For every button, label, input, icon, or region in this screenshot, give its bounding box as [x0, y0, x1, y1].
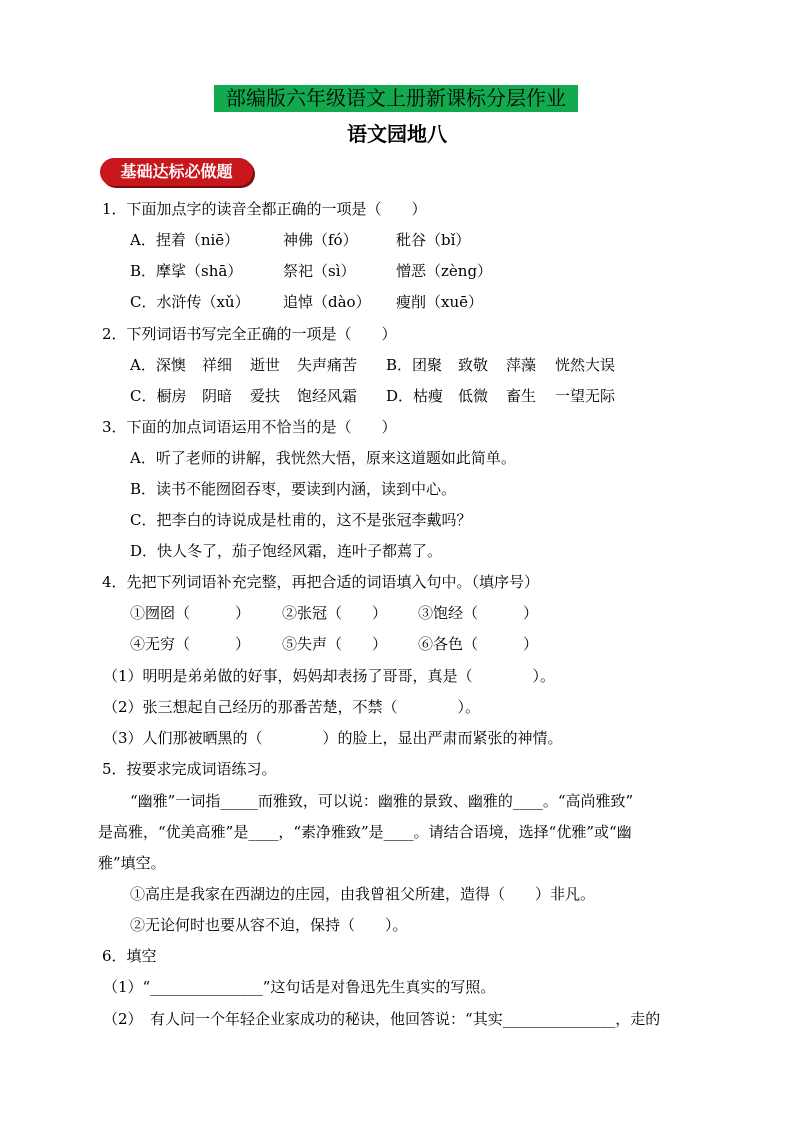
option-text: 饱经风霜 — [297, 387, 358, 405]
section-badge: 基础达标必做题 — [100, 158, 253, 186]
option-text: 低微 — [458, 387, 489, 405]
option-text: D．枯瘦 — [386, 387, 444, 405]
option-text: 憎恶（zèng） — [396, 262, 493, 280]
question-5-paragraph-line-2: 是高雅，“优美高雅”是____，“素净雅致”是____。请结合语境，选择“优雅”或“幽 — [98, 823, 632, 841]
question-3-option-c: C．把李白的诗说成是杜甫的，这不是张冠李戴吗？ — [130, 511, 472, 529]
word-blank: ④无穷（ ） — [130, 635, 251, 653]
option-text: B．摩挲（shā） — [130, 262, 243, 280]
question-3-option-d: D．快人冬了，茄子饱经风霜，连叶子都蔫了。 — [130, 542, 443, 560]
option-text: 失声痛苦 — [297, 356, 358, 374]
question-5-paragraph-line-1: “幽雅”一词指_____而雅致，可以说：幽雅的景致、幽雅的____。“高尚雅致” — [130, 792, 634, 810]
option-text: 秕谷（bǐ） — [396, 231, 471, 249]
question-3-stem: 3．下面的加点词语运用不恰当的是（ ） — [102, 418, 397, 436]
question-5-paragraph-line-3: 雅”填空。 — [98, 854, 166, 872]
option-text: 阴暗 — [202, 387, 233, 405]
question-6-item-1: （1）“_______________”这句话是对鲁迅先生真实的写照。 — [103, 978, 496, 996]
option-text: A．捏着（niē） — [130, 231, 240, 249]
option-text: B．团聚 — [386, 356, 443, 374]
option-text: 萍藻 — [506, 356, 537, 374]
word-blank: ⑤失声（ ） — [282, 635, 388, 653]
question-1-stem: 1．下面加点字的读音全都正确的一项是（ ） — [102, 200, 427, 218]
question-4-sentence-1: （1）明明是弟弟做的好事，妈妈却表扬了哥哥，真是（ ）。 — [103, 667, 556, 685]
option-text: 逝世 — [250, 356, 281, 374]
question-4-stem: 4．先把下列词语补充完整，再把合适的词语填入句中。（填序号） — [102, 573, 540, 591]
question-6-item-2: （2） 有人问一个年轻企业家成功的秘诀，他回答说：“其实_______________，走的 — [103, 1010, 661, 1028]
question-5-stem: 5．按要求完成词语练习。 — [102, 760, 277, 778]
question-5-sentence-2: ②无论何时也要从容不迫，保持（ ）。 — [130, 916, 408, 934]
option-text: 畜生 — [506, 387, 537, 405]
option-text: 恍然大误 — [555, 356, 616, 374]
question-6-stem: 6．填空 — [102, 947, 157, 965]
question-2-stem: 2．下列词语书写完全正确的一项是（ ） — [102, 325, 397, 343]
word-blank: ⑥各色（ ） — [418, 635, 539, 653]
option-text: 一望无际 — [555, 387, 616, 405]
option-text: 祭祀（sì） — [283, 262, 356, 280]
word-blank: ①囫囵（ ） — [130, 604, 251, 622]
option-text: A．深懊 — [130, 356, 186, 374]
option-text: 神佛（fó） — [283, 231, 358, 249]
word-blank: ②张冠（ ） — [282, 604, 388, 622]
worksheet-banner: 部编版六年级语文上册新课标分层作业 — [214, 85, 578, 112]
question-3-option-a: A．听了老师的讲解，我恍然大悟，原来这道题如此简单。 — [130, 449, 516, 467]
question-5-sentence-1: ①高庄是我家在西湖边的庄园，由我曾祖父所建，造得（ ）非凡。 — [130, 885, 596, 903]
option-text: 瘦削（xuē） — [396, 293, 483, 311]
word-blank: ③饱经（ ） — [418, 604, 539, 622]
page-title: 语文园地八 — [347, 122, 447, 146]
option-text: 爱扶 — [250, 387, 281, 405]
option-text: 祥细 — [202, 356, 233, 374]
question-4-sentence-3: （3）人们那被晒黑的（ ）的脸上，显出严肃而紧张的神情。 — [103, 729, 563, 747]
option-text: C．水浒传（xǔ） — [130, 293, 250, 311]
option-text: 追悼（dào） — [283, 293, 371, 311]
question-3-option-b: B．读书不能囫囵吞枣，要读到内涵，读到中心。 — [130, 480, 457, 498]
option-text: 致敬 — [458, 356, 489, 374]
question-4-sentence-2: （2）张三想起自己经历的那番苦楚，不禁（ ）。 — [103, 698, 481, 716]
option-text: C．橱房 — [130, 387, 187, 405]
